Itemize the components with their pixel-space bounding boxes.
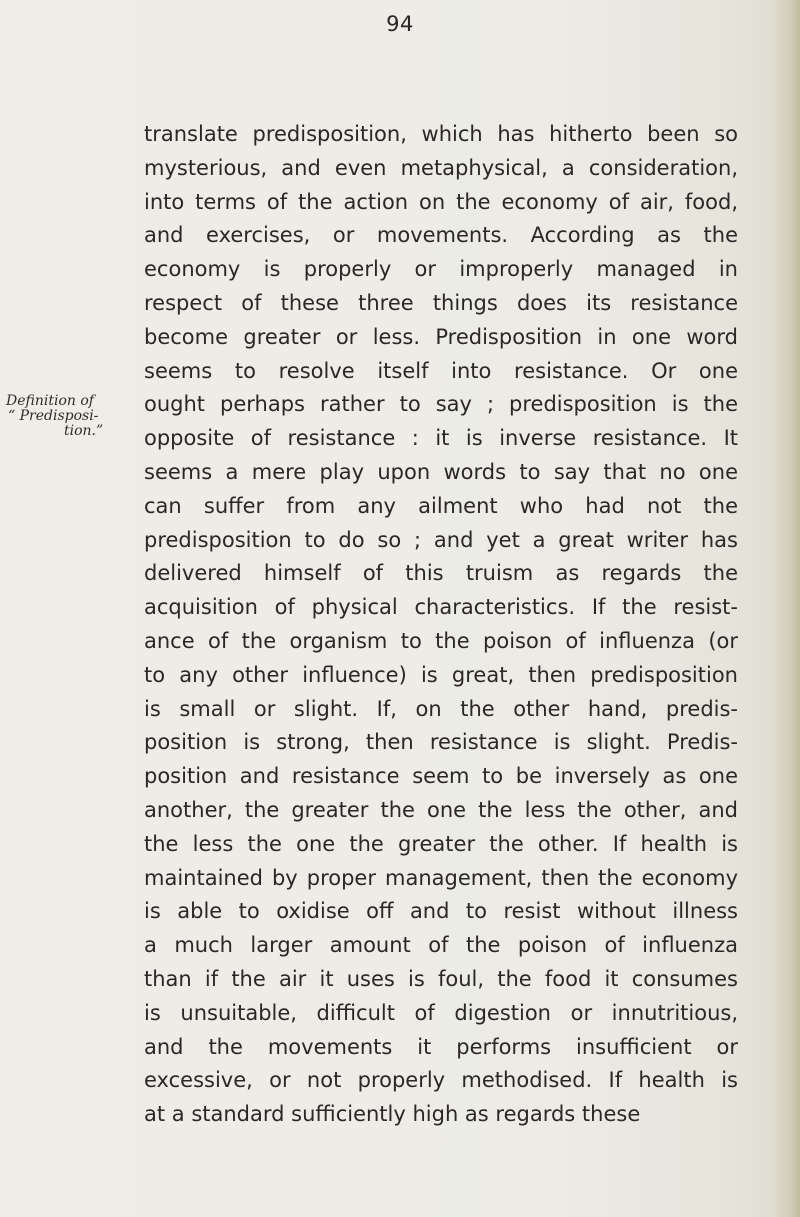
margin-note-line: “ Predisposi- [8, 408, 99, 424]
text-line: and exercises, or movements. According as the [144, 223, 738, 248]
margin-note-line: Definition of [6, 393, 94, 409]
text-line: another, the greater the one the less the other, and [144, 797, 738, 822]
text-line: into terms of the action on the economy of air, food, [144, 189, 738, 214]
text-line: a much larger amount of the poison of influenza [144, 933, 738, 958]
text-line: mysterious, and even metaphysical, a consideration, [144, 155, 738, 180]
text-line: at a standard sufficiently high as regards these [144, 1102, 641, 1127]
text-line: position and resistance seem to be inversely as one [144, 764, 738, 789]
text-line: and the movements it performs insufficient or [144, 1034, 738, 1059]
text-line: the less the one the greater the other. If health is [144, 831, 738, 856]
text-line: opposite of resistance : it is inverse resistance. It [144, 426, 738, 451]
text-line: economy is properly or improperly managed in [144, 257, 738, 282]
text-line: ought perhaps rather to say ; predisposition is the [144, 392, 738, 417]
margin-note [6, 394, 138, 439]
text-line: ance of the organism to the poison of influenza (or [144, 628, 738, 653]
text-line: to any other influence) is great, then predisposition [144, 662, 738, 687]
body-text [144, 118, 738, 1132]
text-line: excessive, or not properly methodised. If health is [144, 1068, 738, 1093]
text-line: seems to resolve itself into resistance. Or one [144, 358, 738, 383]
text-line: translate predisposition, which has hitherto been so [144, 122, 738, 146]
text-line: than if the air it uses is foul, the food it consumes [144, 966, 738, 991]
text-line: maintained by proper management, then the economy [144, 865, 738, 890]
text-line: position is strong, then resistance is slight. Predis- [144, 730, 738, 755]
text-line: predisposition to do so ; and yet a great writer has [144, 527, 738, 552]
text-line: is small or slight. If, on the other hand, predis- [144, 696, 738, 721]
text-line: become greater or less. Predisposition in one word [144, 324, 738, 349]
text-line: is unsuitable, difficult of digestion or innutritious, [144, 1000, 738, 1025]
text-line: respect of these three things does its resistance [144, 290, 738, 315]
page-number: 94 [386, 12, 414, 36]
text-line: delivered himself of this truism as regards the [144, 561, 738, 586]
margin-note-line: tion.” [64, 423, 104, 439]
text-line: seems a mere play upon words to say that no one [144, 459, 738, 484]
text-line: acquisition of physical characteristics. If the resist- [144, 595, 738, 620]
text-line: can suffer from any ailment who had not the [144, 493, 738, 518]
text-line: is able to oxidise off and to resist without illness [144, 899, 738, 924]
page-edge-shading [772, 0, 800, 1217]
